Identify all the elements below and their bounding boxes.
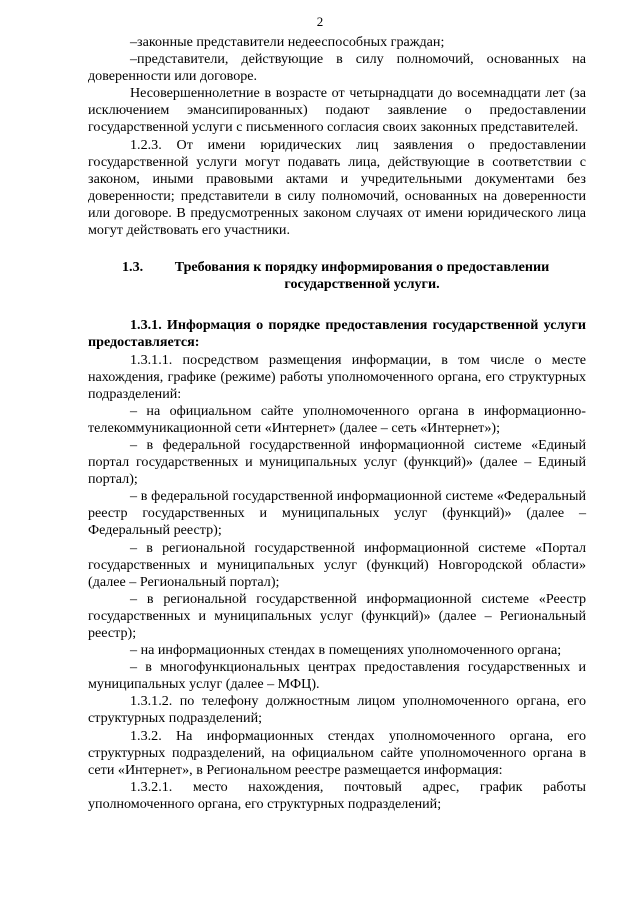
section-heading [88,259,586,293]
list-item: – в многофункциональных центрах предоставления государственных и муниципальных услуг (далее – МФЦ). [88,659,586,693]
paragraph: 1.3.1.2. по телефону должностным лицом уполномоченного органа, его структурных подразделений; [88,693,586,727]
list-item: – в федеральной государственной информационной системе «Федеральный реестр государственных и муниципальных услуг (функций)» (далее – Федеральный реестр); [88,488,586,539]
section-number: 1.3. [122,259,144,276]
list-item: – на информационных стендах в помещениях уполномоченного органа; [130,642,562,659]
paragraph: 1.2.3. От имени юридических лиц заявления о предоставлении государственной услуги могут подавать лица, действующие в соответствии с законом, иными правовыми актами и учредительными документами без доверенности; представители в силу полномочий, основанных на доверенности или договоре. В предусмотренных законом случаях от имени юридического лица могут действовать его участники. [88,136,586,239]
paragraph: 1.3.1.1. посредством размещения информации, в том числе о месте нахождения, графике (режиме) работы уполномоченного органа, его структурных подразделений: [88,351,586,402]
page-number: 2 [316,14,324,29]
list-item: – на официальном сайте уполномоченного органа в информационно-телекоммуникационной сети «Интернет» (далее – сеть «Интернет»); [88,402,586,436]
subsection-lead: 1.3.1. Информация о порядке предоставления государственной услуги предоставляется: [88,317,586,351]
list-item: – в региональной государственной информационной системе «Портал государственных и муниципальных услуг (функций) Новгородской области» (далее – Региональный портал); [88,539,586,590]
paragraph: –представители, действующие в силу полномочий, основанных на доверенности или договоре. [88,51,586,85]
paragraph: Несовершеннолетние в возрасте от четырнадцати до восемнадцати лет (за исключением эмансипированных) подают заявление о предоставлении государственной услуги с письменного согласия своих законных представителей. [88,85,586,136]
section-title: Требования к порядку информирования о предоставлении государственной услуги. [174,259,550,293]
paragraph: –законные представители недееспособных граждан; [130,34,445,50]
document-body [88,34,586,813]
paragraph: 1.3.2.1. место нахождения, почтовый адрес, график работы уполномоченного органа, его структурных подразделений; [88,778,586,812]
list-item: – в федеральной государственной информационной системе «Единый портал государственных и муниципальных услуг (функций)» (далее – Единый портал); [88,436,586,488]
list-item: – в региональной государственной информационной системе «Реестр государственных и муниципальных услуг (функций)» (далее – Региональный реестр); [88,590,586,641]
paragraph: 1.3.2. На информационных стендах уполномоченного органа, его структурных подразделений, на официальном сайте уполномоченного органа в сети «Интернет», в Региональном реестре размещается информация: [88,727,586,778]
